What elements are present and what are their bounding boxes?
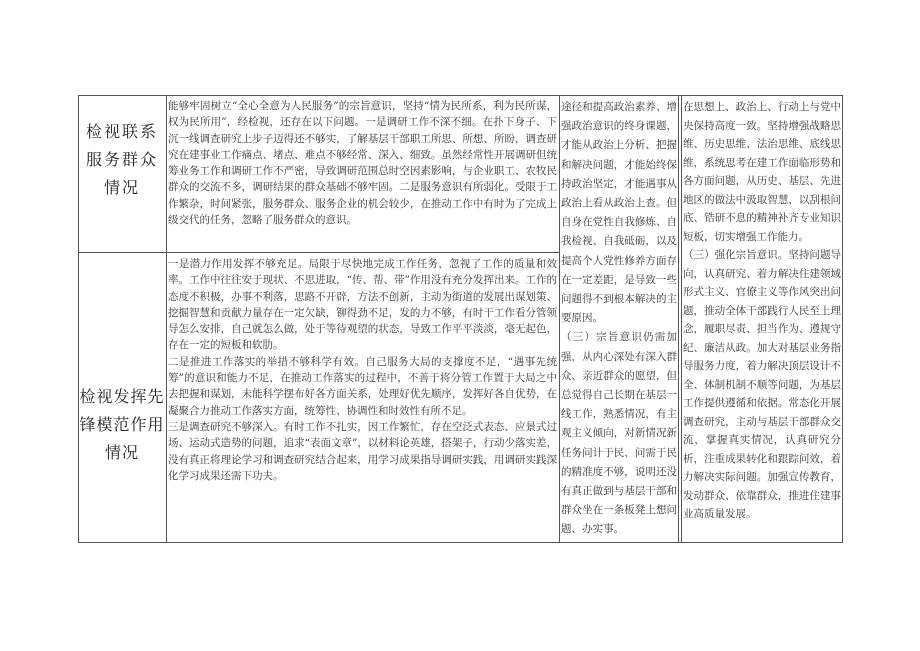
cell-paragraph: 三是调查研究不够深入。有时工作不扎实，因工作繁忙，存在空泛式表态、应景式过场、运动式造势的问题，追求“表面文章”，以材料论英雄，搭架子，行动少落实差，没有真正将理论学习和调查研究结合起来，用学习成果指导调研实践，用调研实践深化学习成果还需下功夫。: [168, 420, 557, 482]
cell-paragraph: 途径和提高政治素养、增强政治意识的终身课题，才能从政治上分析、把握和解决问题，才能始终保持政治坚定，才能遇事从政治上看从政治上查。但自身在党性自我修炼、自我检视、自我砥砺，以及提高个人党性修养方面存在一定差距，是导致一些问题得不到根本解决的主要原因。: [561, 101, 677, 325]
column-divider-2: [559, 95, 560, 543]
column-divider-3a: [678, 95, 679, 543]
row-label-serve-masses: 检视联系服务群众情况: [86, 122, 159, 197]
cell-row2-problems: [168, 256, 557, 540]
cell-paragraph: 在思想上、政治上、行动上与党中央保持高度一致。坚持增强战略思维、历史思维、法治思维、底线思维，系统思考在建工作面临形势和各方面问题，从历史、基层、先进地区的做法中汲取智慧，以刮根问底、锆研不息的精神补齐专业知识短板，切实增强工作能力。: [683, 101, 841, 243]
table-left-border: [78, 95, 79, 543]
cell-paragraph: （三）强化宗旨意识。坚持问题导向，认真研究、着力解决住建领域形式主义、官僚主义等作风突出问题，推动全体干部践行人民至上理念，履职尽责、担当作为、遵规守纪、廉洁从政。加大对基层业务指导服务力度，着力解决顶层设计不全、体制机制不顺等问题，为基层工作提供遵循和依据。常态化开展调查研究，主动与基层干部群众交流，掌握真实情况，认真研究分析，注重成果转化和跟踪问效，着力解决实际问题。加强宣传教育，发动群众、依靠群众，推进住建事业高质量发展。: [683, 249, 841, 520]
cell-paragraph: 能够牢固树立“全心全意为人民服务”的宗旨意识，坚持“情为民所系，利为民所谋，权为民所用”，经检视，还存在以下问题。一是调研工作不深不细。在扑下身子、下沉一线调查研究上步子迈得还不够实，了解基层干部职工所思、所想、所盼，调查研究在建事业工作痛点、堵点、难点不够经常、深入、细致。虽然经常性开展调研但统筹业务工作和调研工作不严密，导致调研范围总时空因素影响，与企业职工、农牧民群众的交流不多，调研结果的群众基础不够牢固。二是服务意识有所弱化。受限于工作繁杂，时间紧张，服务群众、服务企业的机会较少，在推动工作中有时为了完成上级交代的任务，忽略了服务群众的意识。: [168, 100, 557, 227]
cell-rectification-measures: [683, 98, 841, 538]
table-right-border: [842, 95, 843, 543]
cell-cause-analysis: [561, 98, 677, 538]
cell-row1-problems: [168, 98, 557, 250]
row-label-vanguard-role: 检视发挥先锋模范作用情况: [79, 387, 165, 462]
cell-paragraph: 二是推进工作落实的举措不够科学有效。自己服务大局的支撑度不足，“遇事先统筹”的意识和能力不足，在推动工作落实的过程中，不善于将分管工作置于大局之中去把握和谋划，未能科学摆布好各方面关系，处理好优先顺序，发挥好各自优势，在凝聚合力推动工作落实方面，统筹性、协调性和时效性有所不足。: [168, 355, 557, 417]
column-divider-1: [166, 95, 167, 543]
cell-paragraph: （三）宗旨意识仍需加强，从内心深处有深入群众、亲近群众的愿望，但总觉得自己长期在基层一线工作，熟悉情况，有主观主义倾向，对新情况新任务问计于民、问需于民的精准度不够，说明还没有真正做到与基层干部和群众坐在一条板凳上想问题、办实事。: [561, 331, 677, 536]
table-top-border: [78, 95, 843, 96]
cell-paragraph: 一是潜力作用发挥不够充足。局限于尽快地完成工作任务，忽视了工作的质量和效率。工作中往往安于现状、不思进取，“传、帮、带”作用没有充分发挥出来。工作的态度不积极，办事不利落，思路不开辟，方法不创新，主动为街道的发展出谋划策、挖掘智慧和贡献力量存在一定欠缺，铆得劲不足，发的力不够，有时干工作看分管领导怎么安排，自己就怎么做，处于等待观望的状态，导致工作平平淡淡，毫无起色，存在一定的短板和软肋。: [168, 258, 557, 352]
row-divider: [78, 252, 560, 253]
table-bottom-border: [78, 542, 843, 543]
column-divider-3b: [681, 95, 682, 543]
